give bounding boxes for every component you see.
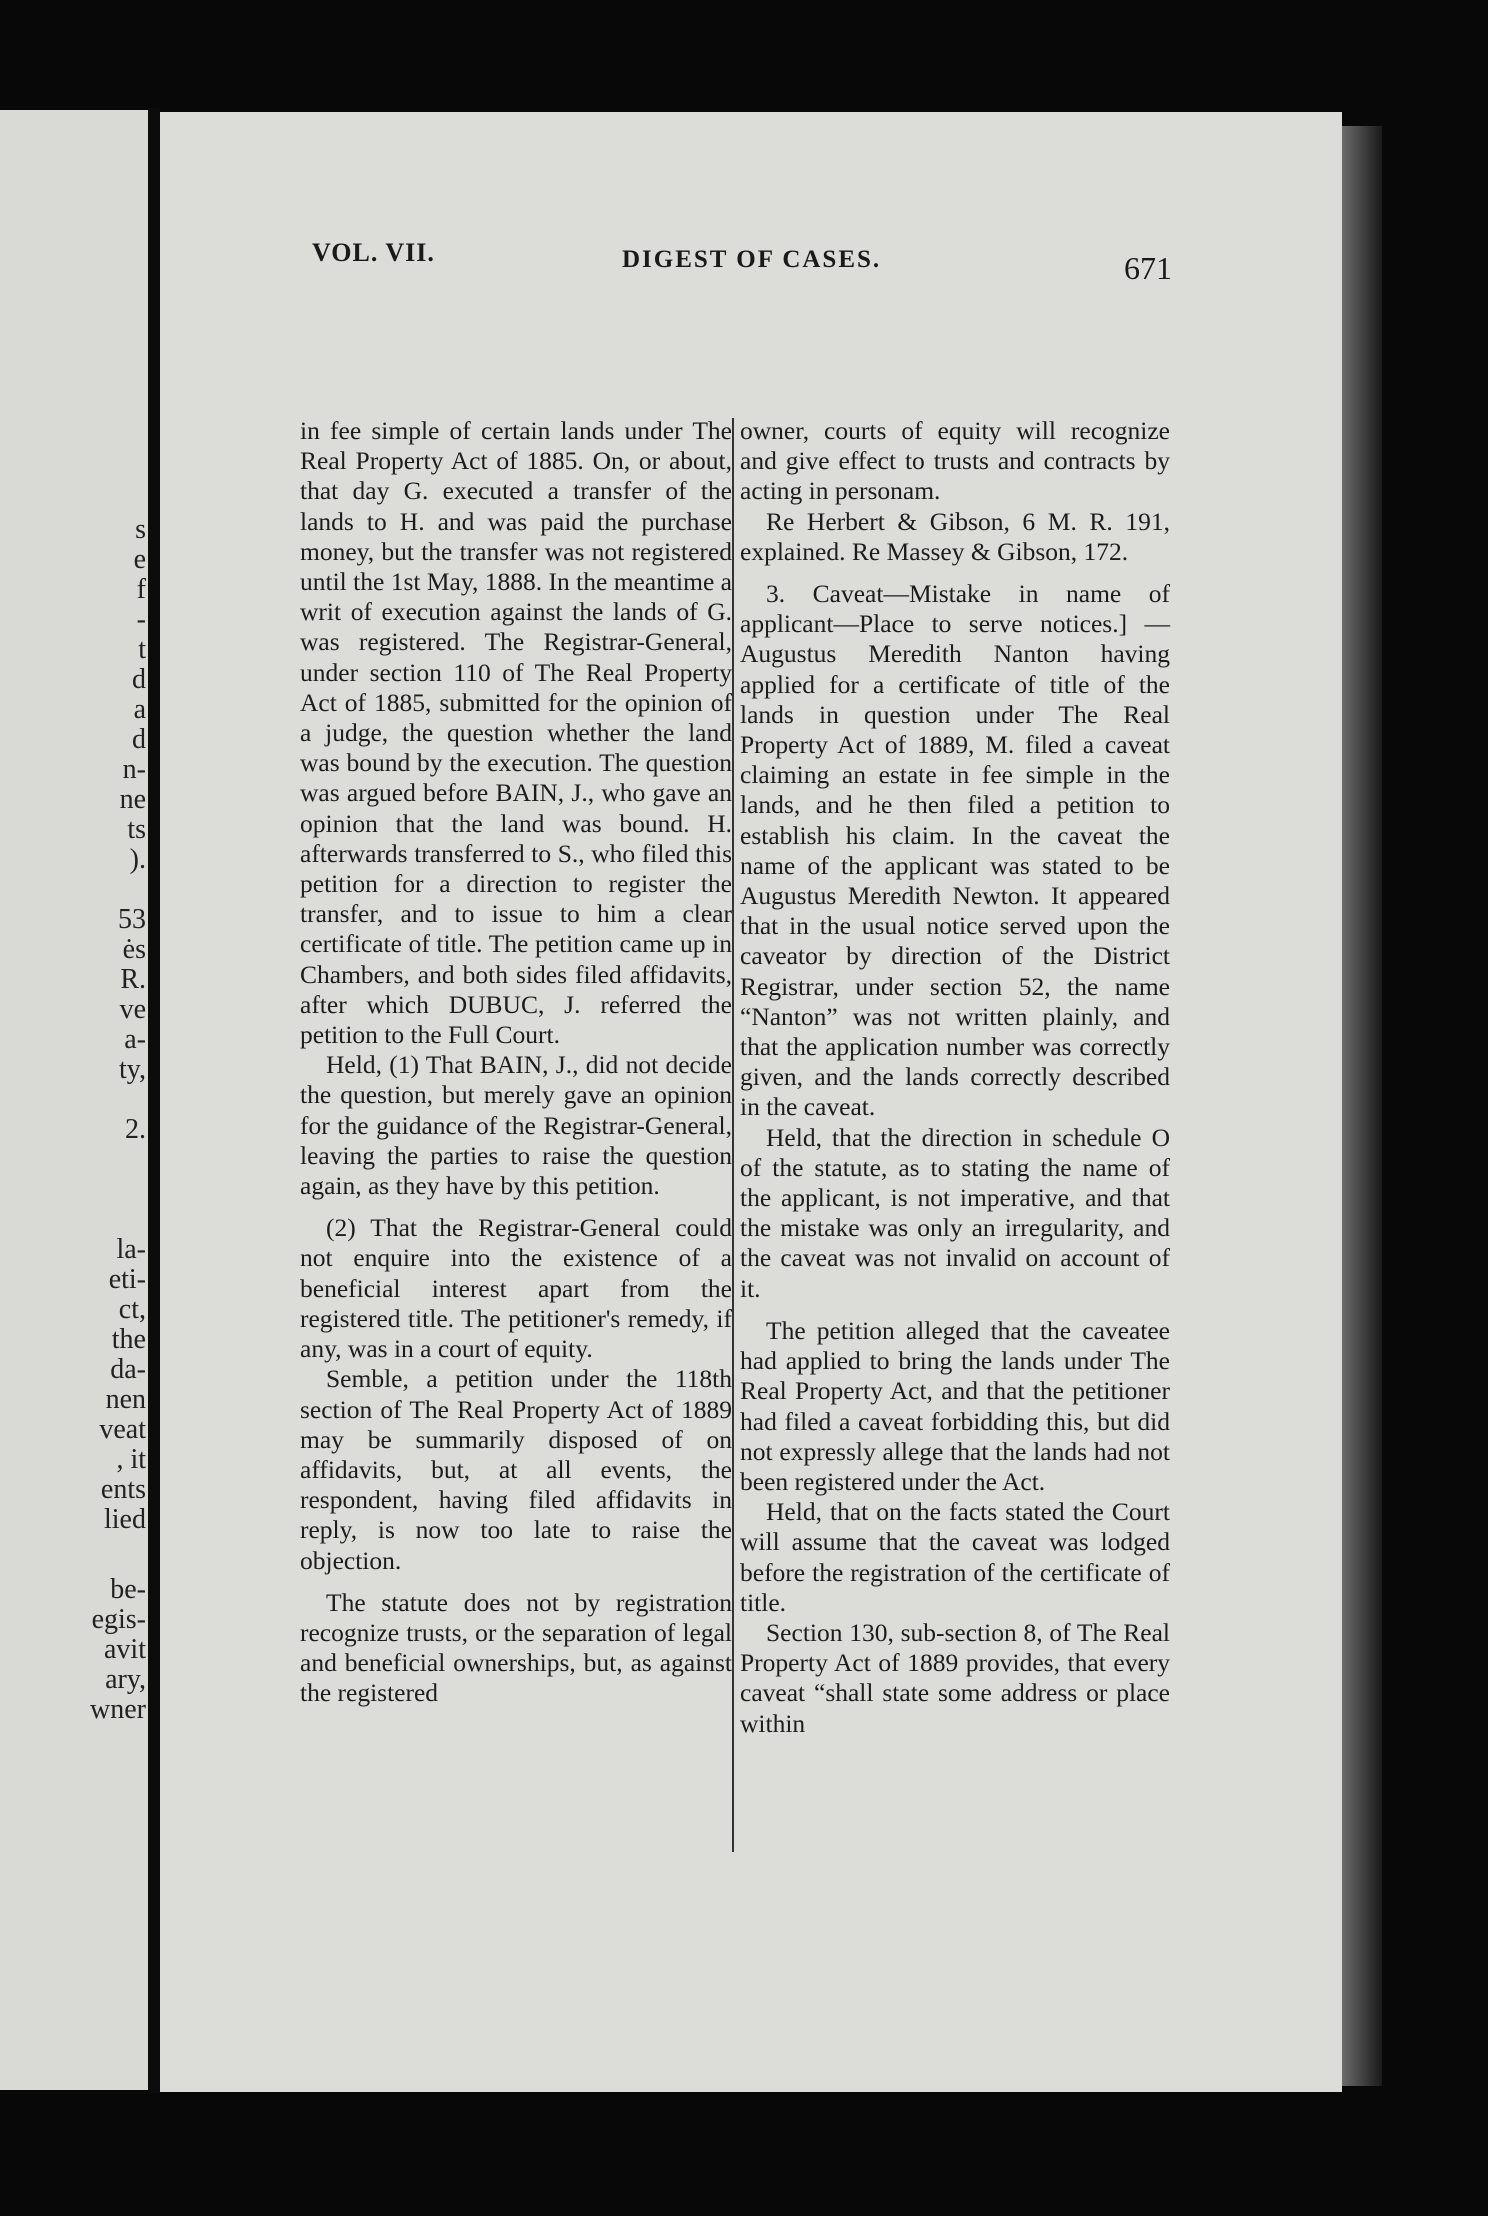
facing-page-fragment: f xyxy=(136,574,146,605)
paragraph: Held, that the direction in schedule O of the statute, as to stating the name of the applicant, is not imperative, and that the mistake was only an irregularity, and the caveat was not invalid on account of it. xyxy=(740,1122,1170,1303)
paragraph: Held, (1) That BAIN, J., did not decide the question, but merely gave an opinion for the guidance of the Registrar-General, leaving the parties to raise the question again, as they have by this petition. xyxy=(300,1050,732,1201)
facing-page-fragment: , it xyxy=(116,1444,146,1475)
facing-page-fragment: lied xyxy=(104,1504,146,1535)
paragraph: Section 130, sub-section 8, of The Real Property Act of 1889 provides, that every caveat “shall state some address or place within xyxy=(740,1617,1170,1738)
facing-page-fragment: eti- xyxy=(108,1264,146,1295)
facing-page-fragment: 53 xyxy=(118,904,146,935)
facing-page-fragment: ary, xyxy=(105,1664,146,1695)
facing-page-fragment: 2. xyxy=(125,1114,146,1145)
case-headnote: 3. Caveat—Mistake in name of applicant—Place to serve notices.] —Augustus Meredith Nanton having applied for a certificate of title of the lands in question under The Real Property Act of 1889, M. filed a caveat claiming an estate in fee simple in the lands, and he then filed a petition to establish his claim. In the caveat the name of the applicant was stated to be Augustus Meredith Newton. It appeared that in the usual notice served upon the caveator by direction of the District Registrar, under section 52, the name “Nanton” was not written plainly, and that the application number was correctly given, and the lands correctly described in the caveat. xyxy=(740,579,1170,1122)
running-title: DIGEST OF CASES. xyxy=(622,246,882,273)
paragraph: (2) That the Registrar-General could not enquire into the existence of a beneficial interest apart from the registered title. The petitioner's remedy, if any, was in a court of equity. xyxy=(300,1213,732,1364)
facing-page-fragment: ve xyxy=(119,994,146,1025)
paragraph: The statute does not by registration recognize trusts, or the separation of legal and beneficial ownerships, but, as against the registered xyxy=(300,1587,732,1708)
facing-page-fragment: da- xyxy=(110,1354,146,1385)
paragraph: Semble, a petition under the 118th section of The Real Property Act of 1889 may be summarily disposed of on affidavits, but, at all events, the respondent, having filed affidavits in reply, is now too late to raise the objection. xyxy=(300,1364,732,1575)
facing-page-fragment: ). xyxy=(129,844,146,875)
facing-page-fragment: - xyxy=(136,604,146,635)
facing-page-fragment: the xyxy=(111,1324,146,1355)
facing-page-fragment: la- xyxy=(116,1234,146,1265)
facing-page-fragment: s xyxy=(135,514,146,545)
right-column xyxy=(740,416,1170,1739)
facing-page-fragment: ct, xyxy=(118,1294,146,1325)
facing-page-fragment: be- xyxy=(110,1574,146,1605)
paragraph: The petition alleged that the caveatee had applied to bring the lands under The Real Property Act, and that the petitioner had filed a caveat forbidding this, but did not expressly allege that the lands had not been registered under the Act. xyxy=(740,1315,1170,1496)
facing-page-fragment: ents xyxy=(100,1474,146,1505)
facing-page-edge xyxy=(0,110,150,2090)
facing-page-fragment: ės xyxy=(122,934,146,965)
facing-page-fragment: a xyxy=(133,694,146,725)
facing-page-fragment: t xyxy=(138,634,146,665)
facing-page-fragment: ty, xyxy=(119,1054,146,1085)
facing-page-fragment: a- xyxy=(124,1024,146,1055)
facing-page-fragment: ne xyxy=(119,784,146,815)
paragraph: owner, courts of equity will recognize and give effect to trusts and contracts by acting in personam. xyxy=(740,416,1170,506)
case-citation: Re Herbert & Gibson, 6 M. R. 191, explained. Re Massey & Gibson, 172. xyxy=(740,506,1170,566)
page-edge-shadow xyxy=(1342,126,1382,2086)
facing-page-fragment: n- xyxy=(122,754,146,785)
facing-page-fragment: avit xyxy=(104,1634,146,1665)
facing-page-fragment: R. xyxy=(120,964,146,995)
facing-page-fragment: egis- xyxy=(91,1604,146,1635)
facing-page-fragment: veat xyxy=(99,1414,146,1445)
facing-page-fragment: d xyxy=(132,664,146,695)
column-rule xyxy=(732,418,734,1852)
left-column xyxy=(300,416,732,1709)
paragraph: in fee simple of certain lands under The Real Property Act of 1885. On, or about, that day G. executed a transfer of the lands to H. and was paid the purchase money, but the transfer was not registered until the 1st May, 1888. In the meantime a writ of execution against the lands of G. was registered. The Registrar-General, under section 110 of The Real Property Act of 1885, submitted for the opinion of a judge, the question whether the land was bound by the execution. The question was argued before BAIN, J., who gave an opinion that the land was bound. H. afterwards transferred to S., who filed this petition for a direction to register the transfer, and to issue to him a clear certificate of title. The petition came up in Chambers, and both sides filed affidavits, after which DUBUC, J. referred the petition to the Full Court. xyxy=(300,416,732,1050)
facing-page-fragment: e xyxy=(133,544,146,575)
facing-page-fragment: nen xyxy=(105,1384,146,1415)
facing-page-fragment: wner xyxy=(90,1694,146,1725)
page-number: 671 xyxy=(1124,250,1172,286)
book-gutter xyxy=(148,108,160,2093)
volume-label: VOL. VII. xyxy=(312,238,435,267)
facing-page-fragment: ts xyxy=(127,814,146,845)
paragraph: Held, that on the facts stated the Court will assume that the caveat was lodged before the registration of the certificate of title. xyxy=(740,1497,1170,1617)
facing-page-fragment: d xyxy=(132,724,146,755)
